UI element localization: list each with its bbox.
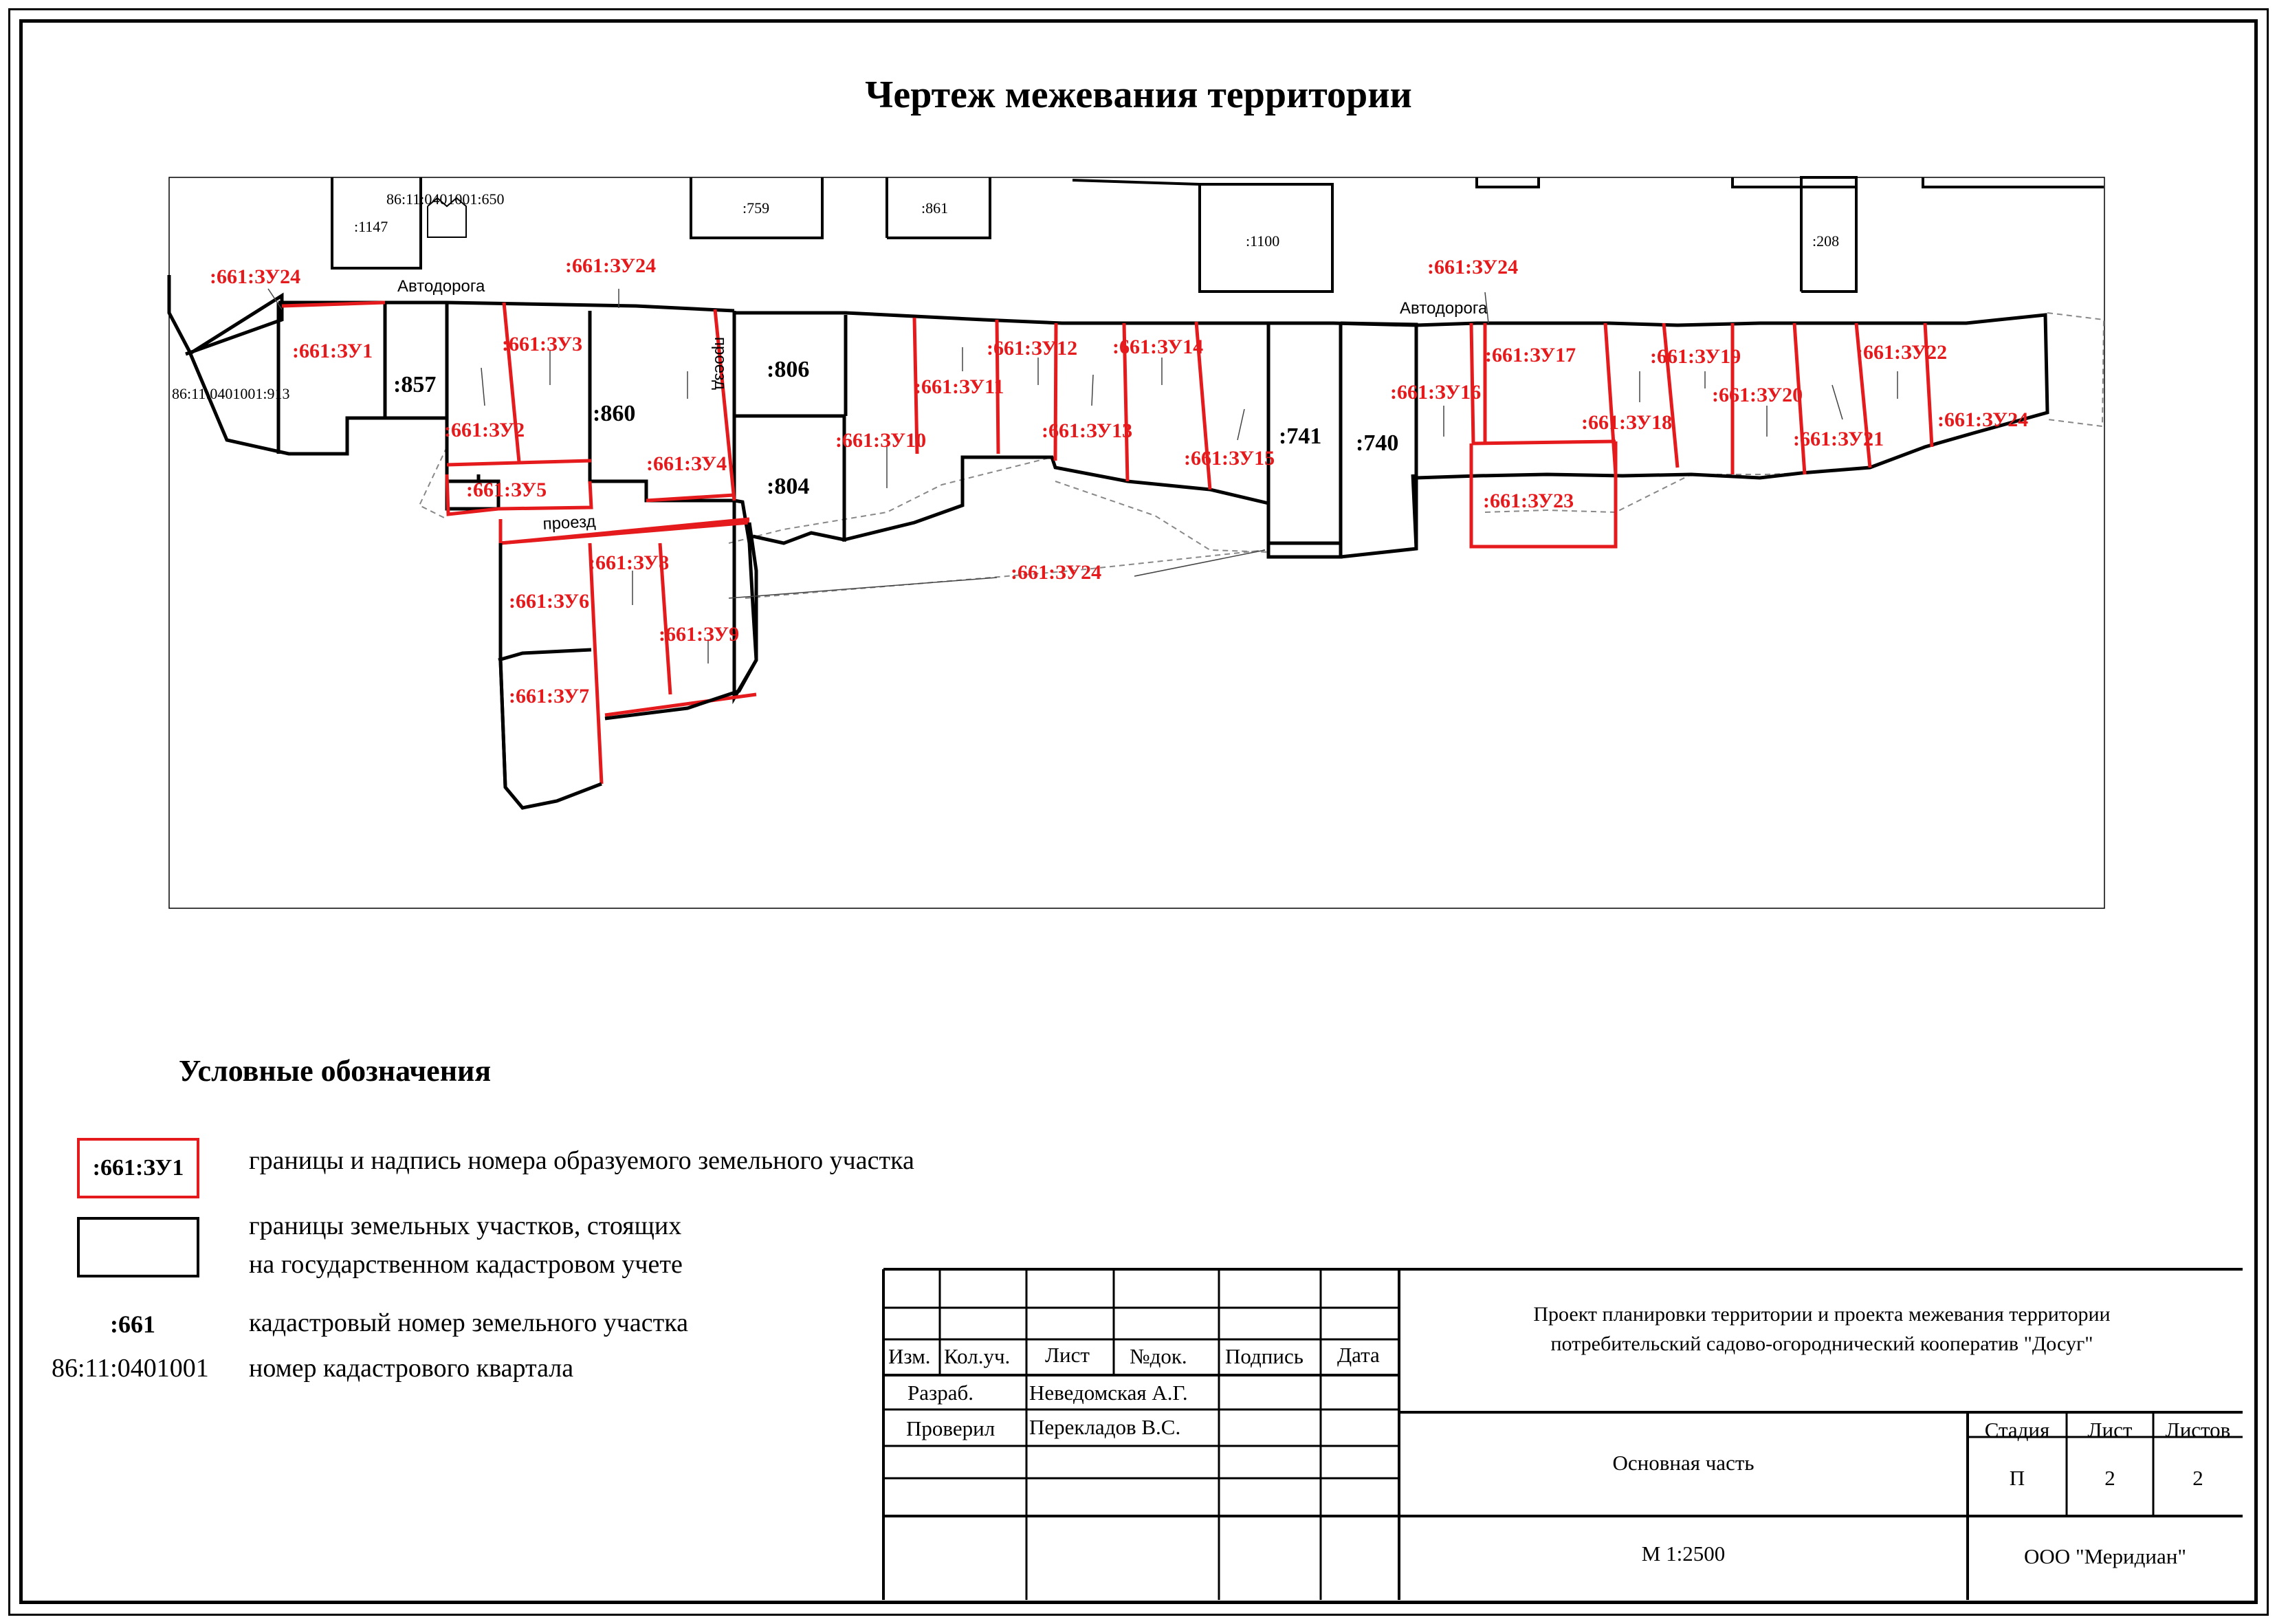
neighbor-label: :1147 [354,218,388,235]
road-labels [397,277,1488,534]
proposed-boundaries [282,303,1932,784]
tb-stage-value: П [2009,1466,2025,1490]
legend-item-number: кадастровый номер земельного участка [249,1308,688,1337]
proposed-parcel-label: :661:ЗУ10 [835,429,927,452]
proposed-parcel-label: :661:ЗУ24 [565,254,657,277]
tb-role-checker: Проверил [906,1416,996,1440]
proposed-parcel-label: :661:ЗУ22 [1856,341,1948,364]
neighbor-label: 86:11:0401001:913 [172,385,290,402]
proposed-parcel-label: :661:ЗУ24 [210,265,301,288]
proposed-parcel-label: :661:ЗУ17 [1485,344,1576,366]
existing-boundaries [169,275,2047,698]
legend-number-sample: :661 [110,1310,155,1338]
legend-existing-sample [77,1217,199,1277]
tb-sheet-value: 2 [2104,1466,2115,1490]
tb-sheets-label: Листов [2165,1418,2231,1442]
legend-item-existing-line2: на государственном кадастровом учете [249,1250,683,1279]
passage-label: проезд [711,337,729,390]
proposed-parcel-label: :661:ЗУ12 [987,337,1078,360]
proposed-parcel-label: :661:ЗУ13 [1042,419,1133,442]
tb-project-line2: потребительский садово-огороднический кооператив "Досуг" [1550,1332,2093,1355]
legend-quarter-sample: 86:11:0401001 [52,1354,209,1383]
proposed-parcel-label: :661:ЗУ5 [466,479,547,501]
tb-header-izm: Изм. [888,1344,931,1368]
proposed-parcel-label: :661:ЗУ9 [659,623,740,646]
proposed-parcel-label: :661:ЗУ6 [509,590,590,613]
page-title: Чертеж межевания территории [865,74,1412,116]
existing-parcel-label: :740 [1356,430,1399,456]
proposed-parcel-label: :661:ЗУ11 [914,375,1004,398]
legend-item-existing-line1: границы земельных участков, стоящих [249,1211,682,1240]
proposed-parcel-label: :661:ЗУ16 [1390,381,1482,404]
legend-proposed-sample-label: :661:ЗУ1 [92,1155,184,1181]
tb-sheets-value: 2 [2192,1466,2203,1490]
proposed-parcel-label: :661:ЗУ2 [444,419,525,441]
legend-item-quarter: номер кадастрового квартала [249,1354,574,1383]
proposed-parcel-label: :661:ЗУ18 [1581,411,1673,434]
existing-parcel-label: :860 [593,401,636,426]
proposed-parcel-label: :661:ЗУ4 [646,452,727,475]
proposed-parcel-label: :661:ЗУ24 [1937,408,2029,431]
neighbor-label: :759 [742,199,770,217]
tb-person-developer: Неведомская А.Г. [1029,1381,1188,1405]
tb-scale: М 1:2500 [1641,1541,1726,1566]
existing-parcel-label: :806 [767,357,810,382]
proposed-parcel-label: :661:ЗУ15 [1184,447,1275,470]
tb-project-line1: Проект планировки территории и проекта межевания территории [1533,1303,2111,1326]
passage-label: проезд [542,512,597,534]
tb-section: Основная часть [1612,1451,1754,1475]
proposed-parcel-label: :661:ЗУ20 [1712,384,1803,406]
proposed-parcel-label: :661:ЗУ19 [1650,345,1741,368]
proposed-parcel-label: :661:ЗУ7 [509,685,590,707]
proposed-parcel-label: :661:ЗУ14 [1112,336,1204,358]
proposed-parcel-label: :661:ЗУ24 [1427,256,1519,278]
tb-header-doc: №док. [1130,1344,1187,1368]
neighbor-label: :1100 [1246,232,1280,250]
tb-stage-label: Стадия [1984,1418,2050,1442]
tb-header-kolvo: Кол.уч. [944,1344,1011,1368]
tb-company: ООО "Меридиан" [2024,1544,2186,1568]
proposed-parcel-label: :661:ЗУ3 [502,333,583,355]
road-label: Автодорога [397,277,485,296]
tb-person-checker: Перекладов В.С. [1029,1415,1181,1439]
proposed-parcel-label: :661:ЗУ1 [292,340,373,362]
proposed-parcel-label: :661:ЗУ23 [1483,490,1574,512]
legend-proposed-sample [77,1138,199,1198]
tb-header-signature: Подпись [1225,1344,1304,1368]
tb-sheet-label: Лист [2087,1418,2133,1442]
existing-labels [393,357,1398,499]
proposed-parcel-label: :661:ЗУ24 [1011,561,1102,584]
proposed-parcel-label: :661:ЗУ8 [588,551,670,574]
existing-parcel-label: :804 [767,474,810,499]
neighbor-label: :208 [1812,232,1840,250]
road-label: Автодорога [1400,299,1488,318]
tb-header-list: Лист [1045,1343,1090,1367]
tb-header-date: Дата [1337,1343,1380,1367]
neighbor-label: 86:11:0401001:650 [386,190,505,208]
proposed-parcel-label: :661:ЗУ21 [1793,428,1884,450]
tb-role-developer: Разраб. [908,1381,974,1405]
legend-item-proposed: границы и надпись номера образуемого земельного участка [249,1146,914,1175]
existing-parcel-label: :741 [1279,424,1322,449]
legend-title: Условные обозначения [179,1054,492,1088]
neighbor-label: :861 [921,199,949,217]
existing-parcel-label: :857 [393,372,437,397]
